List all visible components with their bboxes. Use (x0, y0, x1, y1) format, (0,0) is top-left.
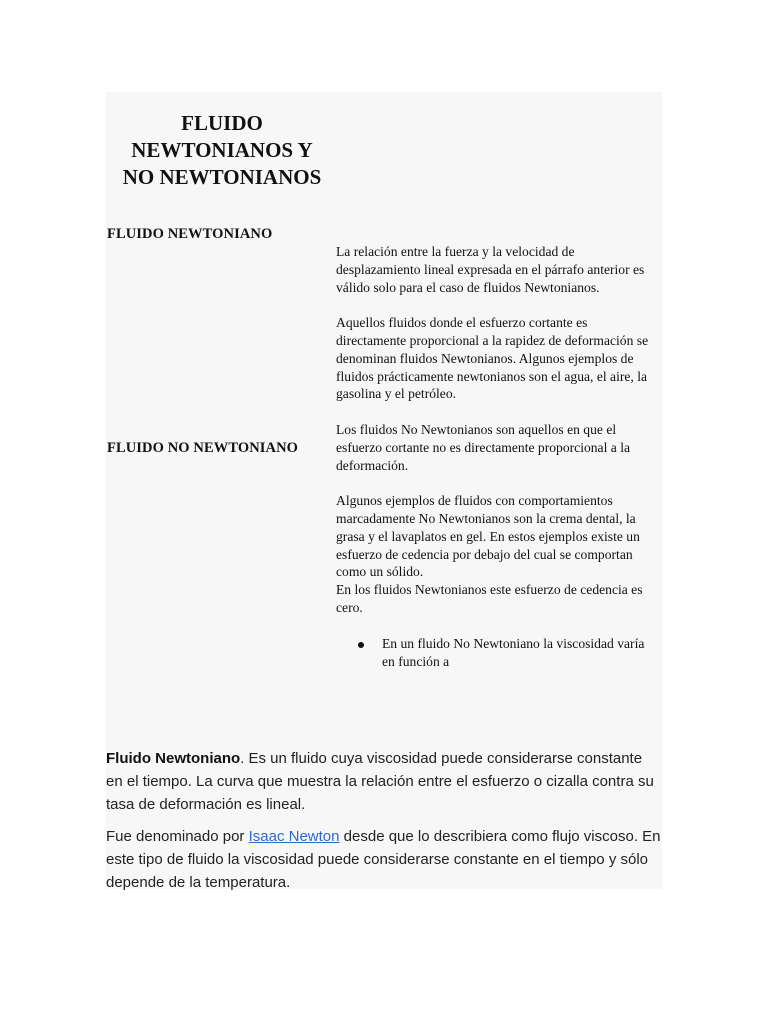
paragraph-cedencia: En los fluidos Newtonianos este esfuerzo de cedencia es cero. (336, 582, 643, 615)
paragraph-relacion: La relación entre la fuerza y la velocidad de desplazamiento lineal expresada en el párrafo anterior es válido solo para el caso de fluidos Newtonianos. (336, 244, 645, 295)
excerpt-text-before-link: Fue denominado por (106, 828, 249, 845)
excerpt-definition: . Es un fluido cuya viscosidad puede considerarse constante en el tiempo. La curva que muestra la relación entre el esfuerzo o cizalla contra su tasa de deformación es lineal. (106, 750, 654, 813)
excerpt-paragraph-2 (106, 825, 662, 894)
isaac-newton-link[interactable]: Isaac Newton (248, 828, 340, 845)
paragraph-definicion-newtonianos: Aquellos fluidos donde el esfuerzo cortante es directamente proporcional a la rapidez de deformación se denominan fluidos Newtonianos. Algunos ejemplos de fluidos prácticamente newtonianos son el agua, el aire, la gasolina y el petróleo. (336, 315, 649, 402)
web-excerpt (106, 747, 662, 903)
list-item (336, 635, 658, 671)
bullet-list (336, 635, 658, 671)
document-title: FLUIDO NEWTONIANOS Y NO NEWTONIANOS (122, 111, 322, 189)
heading-fluido-newtoniano: FLUIDO NEWTONIANO (107, 226, 273, 242)
list-item-text: En un fluido No Newtoniano la viscosidad varía en función a (382, 635, 645, 669)
paragraph-ejemplos-no-newtonianos: Algunos ejemplos de fluidos con comportamientos marcadamente No Newtonianos son la crema dental, la grasa y el lavaplatos en gel. En estos ejemplos existe un esfuerzo de cedencia por debajo del cual se comportan como un sólido. (336, 493, 640, 580)
paragraph-definicion-no-newtonianos: Los fluidos No Newtonianos son aquellos en que el esfuerzo cortante no es directamente proporcional a la deformación. (336, 421, 631, 473)
excerpt-term: Fluido Newtoniano (106, 750, 241, 767)
document-page (106, 92, 662, 889)
excerpt-text-after-link: desde que lo describiera como flujo viscoso. En este tipo de fluido la viscosidad puede considerarse constante en el tiempo y sólo depende de la temperatura. (106, 828, 661, 891)
body-text-column (336, 243, 658, 670)
bullet-dot-icon (358, 642, 364, 648)
excerpt-paragraph-1 (106, 747, 662, 816)
heading-fluido-no-newtoniano: FLUIDO NO NEWTONIANO (107, 440, 299, 456)
